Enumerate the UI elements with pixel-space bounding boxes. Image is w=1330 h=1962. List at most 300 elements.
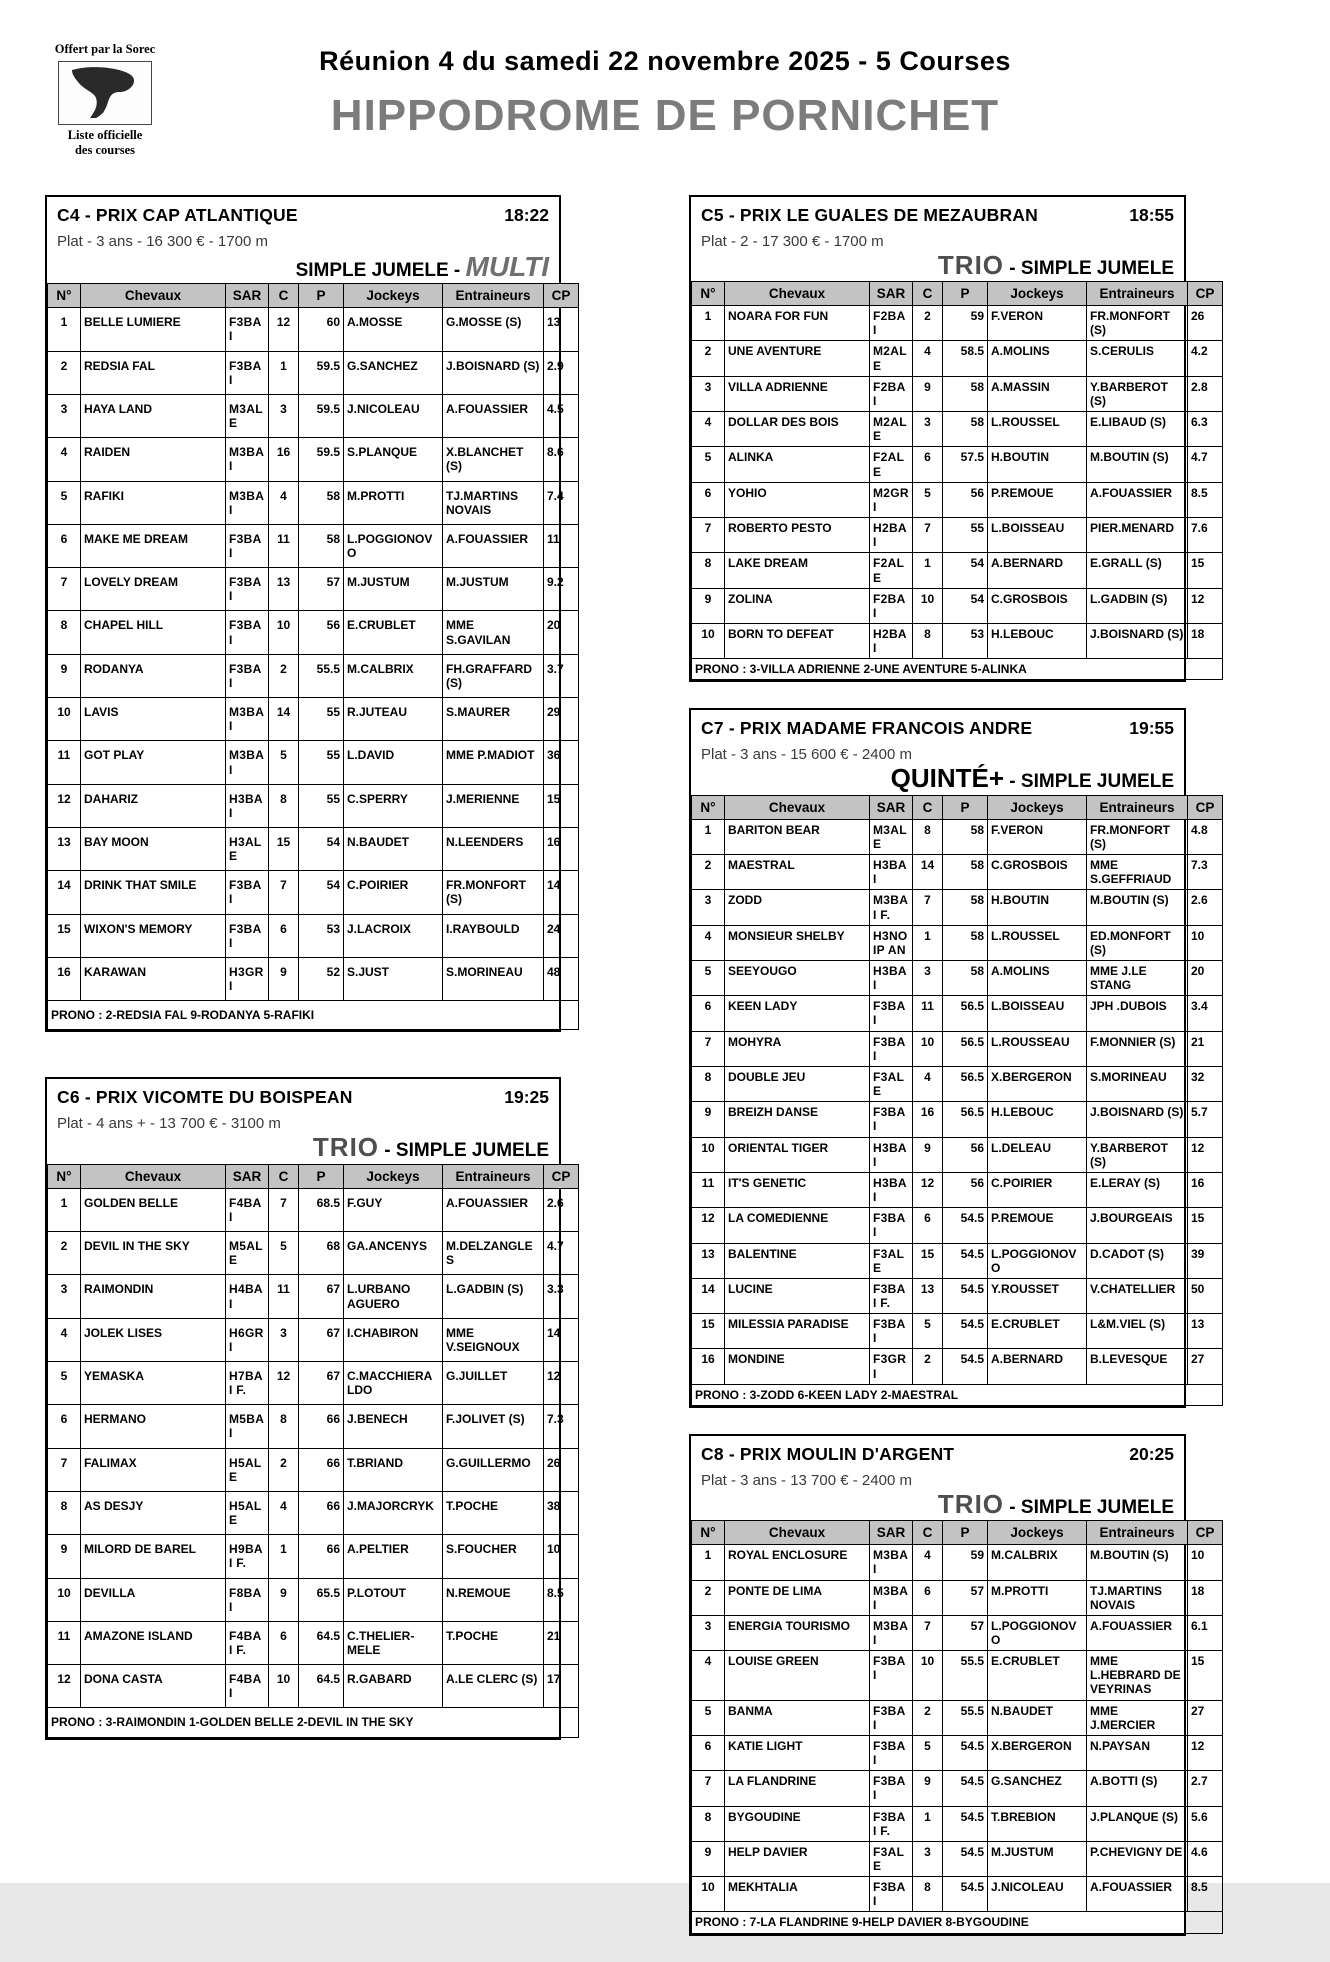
runner-num: 7	[692, 1031, 725, 1066]
runner-c: 2	[269, 1448, 299, 1491]
runner-row	[48, 524, 579, 567]
runner-trainer: V.CHATELLIER	[1087, 1278, 1188, 1313]
runner-p: 54.5	[943, 1877, 988, 1912]
runner-trainer: PIER.MENARD	[1087, 518, 1188, 553]
runner-p: 54.5	[943, 1278, 988, 1313]
runner-c: 8	[269, 1405, 299, 1448]
column-header-num: N°	[692, 795, 725, 819]
runner-num: 9	[692, 1102, 725, 1137]
runner-p: 58	[943, 925, 988, 960]
runner-sar: M2GRI	[870, 482, 913, 517]
bet-feature-label: TRIO	[937, 249, 1005, 280]
table-header-row	[48, 1164, 579, 1188]
runner-trainer: E.LERAY (S)	[1087, 1172, 1188, 1207]
runner-jockey: E.CRUBLET	[344, 611, 443, 654]
runner-sar: F3BAI	[870, 1651, 913, 1700]
runner-horse: ZOLINA	[725, 588, 870, 623]
runner-sar: H3BAI	[870, 855, 913, 890]
runner-num: 5	[692, 961, 725, 996]
table-header-row	[692, 795, 1223, 819]
runner-c: 8	[269, 784, 299, 827]
runner-row	[692, 1031, 1223, 1066]
runner-c: 12	[913, 1172, 943, 1207]
runner-sar: M3BAI	[226, 741, 269, 784]
runner-p: 57	[943, 1615, 988, 1650]
runner-trainer: S.CERULIS	[1087, 341, 1188, 376]
runner-horse: RAIMONDIN	[81, 1275, 226, 1318]
runner-horse: VILLA ADRIENNE	[725, 376, 870, 411]
runner-sar: H3BAI	[870, 1137, 913, 1172]
race-card-c4	[45, 195, 571, 1033]
runner-c: 6	[913, 1208, 943, 1243]
runner-p: 54.5	[943, 1349, 988, 1384]
runner-trainer: TJ.MARTINS NOVAIS	[1087, 1580, 1188, 1615]
runner-sar: F3ALE	[870, 1841, 913, 1876]
runner-jockey: C.POIRIER	[344, 871, 443, 914]
runner-c: 4	[913, 1545, 943, 1580]
runner-row	[692, 1243, 1223, 1278]
runner-jockey: P.LOTOUT	[344, 1578, 443, 1621]
runner-jockey: M.JUSTUM	[344, 568, 443, 611]
runner-row	[692, 819, 1223, 854]
runner-horse: YOHIO	[725, 482, 870, 517]
runner-row	[48, 698, 579, 741]
meeting-title: Réunion 4 du samedi 22 novembre 2025 - 5 Courses	[319, 46, 1011, 76]
runner-sar: F3BAI	[226, 914, 269, 957]
runner-jockey: P.REMOUE	[988, 482, 1087, 517]
runner-trainer: T.POCHE	[443, 1621, 544, 1664]
runner-horse: LAVIS	[81, 698, 226, 741]
runner-num: 7	[692, 518, 725, 553]
runner-num: 1	[692, 306, 725, 341]
runner-jockey: I.CHABIRON	[344, 1318, 443, 1361]
column-header-num: N°	[692, 282, 725, 306]
runner-c: 1	[913, 925, 943, 960]
race-time: 19:25	[504, 1087, 549, 1108]
runner-jockey: N.BAUDET	[344, 828, 443, 871]
runner-sar: F3BAI	[226, 611, 269, 654]
runner-sar: H4BAI	[226, 1275, 269, 1318]
column-header-c: C	[913, 282, 943, 306]
runner-c: 7	[269, 871, 299, 914]
runners-table	[47, 1164, 579, 1738]
runner-cp: 13	[1188, 1314, 1223, 1349]
runner-trainer: J.BOISNARD (S)	[1087, 623, 1188, 658]
title-block	[170, 42, 1290, 141]
runner-p: 54.5	[943, 1806, 988, 1841]
runner-p: 58	[943, 890, 988, 925]
runner-cp: 2.6	[544, 1188, 579, 1231]
runner-row	[692, 376, 1223, 411]
runner-sar: H7BAI F.	[226, 1361, 269, 1404]
runner-trainer: E.LIBAUD (S)	[1087, 412, 1188, 447]
runner-cp: 6.1	[1188, 1615, 1223, 1650]
runner-p: 56	[943, 1172, 988, 1207]
runner-c: 7	[913, 518, 943, 553]
runner-horse: MEKHTALIA	[725, 1877, 870, 1912]
runner-num: 4	[692, 1651, 725, 1700]
runner-cp: 8.5	[544, 1578, 579, 1621]
runner-trainer: T.POCHE	[443, 1491, 544, 1534]
official-list-caption-line2: des courses	[74, 143, 136, 158]
runner-trainer: F.MONNIER (S)	[1087, 1031, 1188, 1066]
runner-cp: 2.8	[1188, 376, 1223, 411]
offered-by-caption: Offert par la Sorec	[54, 42, 156, 56]
runner-cp: 17	[544, 1665, 579, 1708]
runner-horse: RAFIKI	[81, 481, 226, 524]
runner-row	[692, 1545, 1223, 1580]
runner-cp: 27	[1188, 1349, 1223, 1384]
column-header-num: N°	[692, 1521, 725, 1545]
runner-num: 11	[48, 1621, 81, 1664]
column-header-jockey: Jockeys	[988, 1521, 1087, 1545]
runner-jockey: R.JUTEAU	[344, 698, 443, 741]
runner-row	[692, 1877, 1223, 1912]
runner-sar: F3BAI	[226, 871, 269, 914]
runner-jockey: G.SANCHEZ	[988, 1771, 1087, 1806]
bet-post-label: - SIMPLE JUMELE	[1004, 771, 1174, 793]
runner-jockey: P.REMOUE	[988, 1208, 1087, 1243]
runner-jockey: M.CALBRIX	[988, 1545, 1087, 1580]
bet-type-line	[701, 249, 1174, 280]
sorec-horse-icon	[66, 66, 144, 120]
runner-row	[48, 394, 579, 437]
runner-num: 9	[692, 1841, 725, 1876]
runner-num: 1	[48, 308, 81, 351]
column-header-num: N°	[48, 1164, 81, 1188]
column-header-num: N°	[48, 284, 81, 308]
runner-cp: 18	[1188, 1580, 1223, 1615]
runner-cp: 21	[1188, 1031, 1223, 1066]
runner-cp: 2.9	[544, 351, 579, 394]
runner-row	[48, 351, 579, 394]
column-header-sar: SAR	[870, 282, 913, 306]
runner-p: 56.5	[943, 1066, 988, 1101]
runner-horse: BREIZH DANSE	[725, 1102, 870, 1137]
runner-jockey: A.MOLINS	[988, 341, 1087, 376]
runner-c: 2	[269, 654, 299, 697]
runner-trainer: X.BLANCHET (S)	[443, 438, 544, 481]
runner-jockey: L.ROUSSEL	[988, 925, 1087, 960]
runner-trainer: J.BOISNARD (S)	[1087, 1102, 1188, 1137]
runner-c: 3	[269, 1318, 299, 1361]
runner-sar: F3BAI	[870, 1208, 913, 1243]
runner-horse: LAKE DREAM	[725, 553, 870, 588]
column-header-c: C	[913, 1521, 943, 1545]
runner-cp: 16	[1188, 1172, 1223, 1207]
race-conditions: Plat - 3 ans - 16 300 € - 1700 m	[57, 232, 268, 250]
runner-cp: 5.6	[1188, 1806, 1223, 1841]
runner-p: 66	[299, 1535, 344, 1578]
runner-sar: M5ALE	[226, 1232, 269, 1275]
runner-num: 6	[48, 1405, 81, 1448]
runner-num: 4	[48, 438, 81, 481]
bet-type-line	[57, 1134, 549, 1161]
runner-trainer: J.BOISNARD (S)	[443, 351, 544, 394]
runner-row	[48, 1665, 579, 1708]
runner-trainer: L&M.VIEL (S)	[1087, 1314, 1188, 1349]
runner-p: 53	[943, 623, 988, 658]
runner-c: 6	[269, 914, 299, 957]
runner-sar: F3GRI	[870, 1349, 913, 1384]
runner-p: 59.5	[299, 351, 344, 394]
runner-num: 9	[48, 654, 81, 697]
runner-horse: MILESSIA PARADISE	[725, 1314, 870, 1349]
runner-horse: MAKE ME DREAM	[81, 524, 226, 567]
column-header-p: P	[943, 282, 988, 306]
runner-jockey: L.URBANO AGUERO	[344, 1275, 443, 1318]
runner-horse: ORIENTAL TIGER	[725, 1137, 870, 1172]
runner-c: 11	[269, 1275, 299, 1318]
runner-sar: M3BAI	[870, 1615, 913, 1650]
runner-jockey: H.LEBOUC	[988, 1102, 1087, 1137]
runner-jockey: GA.ANCENYS	[344, 1232, 443, 1275]
prono-row	[48, 1001, 579, 1030]
runner-row	[48, 957, 579, 1000]
runner-sar: F3BAI	[870, 1700, 913, 1735]
bet-post-label: - SIMPLE JUMELE	[1004, 257, 1174, 279]
runner-row	[692, 961, 1223, 996]
runner-p: 64.5	[299, 1665, 344, 1708]
runner-num: 8	[692, 553, 725, 588]
runner-c: 16	[913, 1102, 943, 1137]
runner-jockey: A.BERNARD	[988, 1349, 1087, 1384]
runner-horse: GOLDEN BELLE	[81, 1188, 226, 1231]
runner-p: 56	[943, 1137, 988, 1172]
runner-trainer: Y.BARBEROT (S)	[1087, 376, 1188, 411]
column-header-horse: Chevaux	[81, 284, 226, 308]
runner-jockey: H.BOUTIN	[988, 890, 1087, 925]
runner-trainer: TJ.MARTINS NOVAIS	[443, 481, 544, 524]
runner-sar: F8BAI	[226, 1578, 269, 1621]
runner-row	[48, 1491, 579, 1534]
runner-row	[692, 1580, 1223, 1615]
runner-num: 2	[48, 1232, 81, 1275]
runner-num: 16	[48, 957, 81, 1000]
runner-trainer: M.BOUTIN (S)	[1087, 1545, 1188, 1580]
runner-sar: M2ALE	[870, 412, 913, 447]
column-header-trainer: Entraineurs	[443, 284, 544, 308]
runner-cp: 5.7	[1188, 1102, 1223, 1137]
runner-c: 5	[269, 1232, 299, 1275]
column-header-jockey: Jockeys	[988, 795, 1087, 819]
runner-trainer: D.CADOT (S)	[1087, 1243, 1188, 1278]
runner-trainer: ED.MONFORT (S)	[1087, 925, 1188, 960]
bet-type-line	[701, 765, 1174, 792]
runner-row	[48, 914, 579, 957]
runner-num: 5	[692, 1700, 725, 1735]
runner-num: 6	[48, 524, 81, 567]
runner-cp: 7.3	[544, 1405, 579, 1448]
runner-num: 15	[48, 914, 81, 957]
runner-trainer: I.RAYBOULD	[443, 914, 544, 957]
race-title: C6 - PRIX VICOMTE DU BOISPEAN	[57, 1087, 353, 1108]
runner-row	[692, 1172, 1223, 1207]
table-header-row	[692, 282, 1223, 306]
runner-cp: 4.7	[544, 1232, 579, 1275]
runner-c: 12	[269, 1361, 299, 1404]
runner-row	[692, 412, 1223, 447]
race-title: C4 - PRIX CAP ATLANTIQUE	[57, 204, 298, 225]
runner-p: 60	[299, 308, 344, 351]
bet-feature-label: QUINTÉ+	[890, 763, 1005, 794]
runner-jockey: G.SANCHEZ	[344, 351, 443, 394]
runner-horse: DAHARIZ	[81, 784, 226, 827]
runner-cp: 39	[1188, 1243, 1223, 1278]
runner-sar: H3BAI	[870, 961, 913, 996]
table-header-row	[692, 1521, 1223, 1545]
runner-num: 10	[692, 1877, 725, 1912]
runner-horse: LA FLANDRINE	[725, 1771, 870, 1806]
column-header-cp: CP	[1188, 282, 1223, 306]
runner-trainer: FR.MONFORT (S)	[1087, 819, 1188, 854]
runner-trainer: Y.BARBEROT (S)	[1087, 1137, 1188, 1172]
runner-cp: 15	[1188, 553, 1223, 588]
runner-horse: HERMANO	[81, 1405, 226, 1448]
runner-num: 5	[48, 481, 81, 524]
runner-jockey: A.BERNARD	[988, 553, 1087, 588]
prono-row	[692, 659, 1223, 680]
runner-c: 10	[913, 1651, 943, 1700]
runner-jockey: C.POIRIER	[988, 1172, 1087, 1207]
runner-cp: 10	[1188, 925, 1223, 960]
runner-cp: 27	[1188, 1700, 1223, 1735]
official-list-caption-line1: Liste officielle	[67, 127, 143, 142]
runner-trainer: A.FOUASSIER	[1087, 482, 1188, 517]
runner-row	[692, 341, 1223, 376]
runner-p: 59	[943, 306, 988, 341]
runner-sar: H2BAI	[870, 518, 913, 553]
runner-p: 54.5	[943, 1735, 988, 1770]
runners-table	[691, 1520, 1223, 1933]
runner-sar: F2BAI	[870, 588, 913, 623]
runner-num: 4	[692, 925, 725, 960]
prono-text: PRONO : 2-REDSIA FAL 9-RODANYA 5-RAFIKI	[48, 1001, 579, 1030]
runner-row	[48, 1535, 579, 1578]
runner-p: 52	[299, 957, 344, 1000]
runner-cp: 12	[544, 1361, 579, 1404]
runner-row	[692, 855, 1223, 890]
runner-num: 9	[692, 588, 725, 623]
runner-sar: M3ALE	[870, 819, 913, 854]
runner-horse: DRINK THAT SMILE	[81, 871, 226, 914]
runner-trainer: G.MOSSE (S)	[443, 308, 544, 351]
runner-cp: 36	[544, 741, 579, 784]
runner-cp: 15	[544, 784, 579, 827]
column-header-trainer: Entraineurs	[443, 1164, 544, 1188]
runner-cp: 3.3	[544, 1275, 579, 1318]
runner-trainer: M.BOUTIN (S)	[1087, 890, 1188, 925]
runner-jockey: E.CRUBLET	[988, 1651, 1087, 1700]
bet-type-line	[57, 252, 549, 281]
bet-feature-label: TRIO	[312, 1132, 380, 1163]
runner-sar: H2BAI	[870, 623, 913, 658]
runner-row	[48, 1448, 579, 1491]
runner-jockey: F.VERON	[988, 306, 1087, 341]
runner-horse: KATIE LIGHT	[725, 1735, 870, 1770]
column-header-c: C	[269, 284, 299, 308]
runner-trainer: A.FOUASSIER	[1087, 1877, 1188, 1912]
race-conditions: Plat - 3 ans - 15 600 € - 2400 m	[701, 746, 912, 764]
runner-num: 8	[692, 1066, 725, 1101]
runner-jockey: A.MASSIN	[988, 376, 1087, 411]
runner-cp: 4.2	[1188, 341, 1223, 376]
runner-num: 10	[48, 698, 81, 741]
runner-c: 10	[269, 1665, 299, 1708]
runner-trainer: A.FOUASSIER	[1087, 1615, 1188, 1650]
runner-jockey: Y.ROUSSET	[988, 1278, 1087, 1313]
runner-sar: M5BAI	[226, 1405, 269, 1448]
runner-sar: F2BAI	[870, 376, 913, 411]
runner-p: 57.5	[943, 447, 988, 482]
runner-c: 5	[913, 1735, 943, 1770]
runner-horse: YEMASKA	[81, 1361, 226, 1404]
column-header-jockey: Jockeys	[344, 284, 443, 308]
runner-p: 56.5	[943, 1102, 988, 1137]
runner-row	[692, 1735, 1223, 1770]
runner-jockey: C.MACCHIERALDO	[344, 1361, 443, 1404]
runner-sar: F3BAI	[870, 1031, 913, 1066]
runner-horse: LA COMEDIENNE	[725, 1208, 870, 1243]
runner-sar: F3BAI	[226, 654, 269, 697]
runner-p: 55	[299, 741, 344, 784]
runner-row	[692, 1615, 1223, 1650]
runner-horse: KEEN LADY	[725, 996, 870, 1031]
column-header-trainer: Entraineurs	[1087, 282, 1188, 306]
runner-jockey: J.MAJORCRYK	[344, 1491, 443, 1534]
runner-jockey: L.DAVID	[344, 741, 443, 784]
runner-trainer: F.JOLIVET (S)	[443, 1405, 544, 1448]
runner-trainer: N.REMOUE	[443, 1578, 544, 1621]
runner-p: 66	[299, 1491, 344, 1534]
runner-p: 66	[299, 1405, 344, 1448]
runner-trainer: G.JUILLET	[443, 1361, 544, 1404]
runner-cp: 15	[1188, 1651, 1223, 1700]
runner-jockey: L.POGGIONOVO	[988, 1615, 1087, 1650]
runner-horse: RODANYA	[81, 654, 226, 697]
runner-trainer: L.GADBIN (S)	[1087, 588, 1188, 623]
runner-p: 58.5	[943, 341, 988, 376]
runner-num: 5	[48, 1361, 81, 1404]
runner-c: 16	[269, 438, 299, 481]
runner-c: 6	[913, 447, 943, 482]
prono-row	[48, 1708, 579, 1737]
race-conditions: Plat - 4 ans + - 13 700 € - 3100 m	[57, 1115, 281, 1133]
runner-trainer: A.FOUASSIER	[443, 1188, 544, 1231]
left-column	[45, 195, 571, 1785]
runner-num: 10	[48, 1578, 81, 1621]
runner-num: 11	[48, 741, 81, 784]
runner-row	[48, 1361, 579, 1404]
runner-p: 58	[299, 481, 344, 524]
runner-sar: F3BAI	[870, 1735, 913, 1770]
runner-c: 1	[913, 553, 943, 588]
right-column	[689, 195, 1215, 1962]
runner-trainer: FR.MONFORT (S)	[1087, 306, 1188, 341]
runner-trainer: B.LEVESQUE	[1087, 1349, 1188, 1384]
runner-c: 15	[269, 828, 299, 871]
runner-sar: M3ALE	[226, 394, 269, 437]
race-time: 20:25	[1129, 1443, 1174, 1464]
column-header-c: C	[269, 1164, 299, 1188]
column-header-p: P	[943, 795, 988, 819]
runner-jockey: H.LEBOUC	[988, 623, 1087, 658]
runner-c: 4	[269, 481, 299, 524]
column-header-p: P	[299, 284, 344, 308]
runner-c: 5	[913, 1314, 943, 1349]
runner-sar: F3BAI	[870, 1102, 913, 1137]
runner-trainer: M.DELZANGLES	[443, 1232, 544, 1275]
